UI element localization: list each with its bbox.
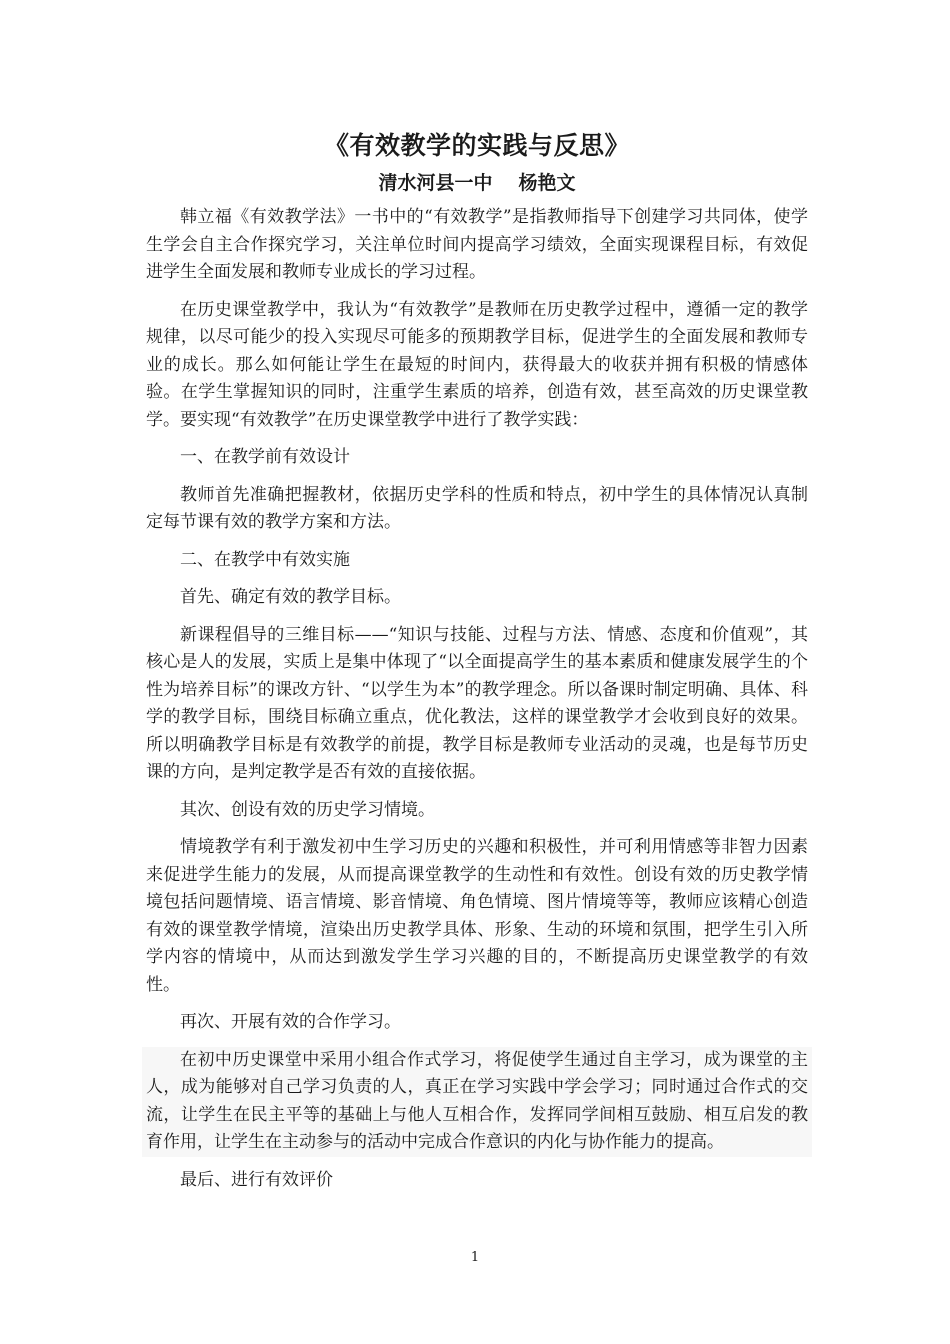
paragraph-cooperation: 在初中历史课堂中采用小组合作式学习，将促使学生通过自主学习，成为课堂的主人，成为能够对自己学习负责的人，真正在学习实践中学会学习；同时通过合作式的交流，让学生在民主平等的基础上与他人互相合作，发挥同学间相互鼓励、相互启发的教育作用，让学生在主动参与的活动中完成合作意识的内化与协作能力的提高。 bbox=[142, 1047, 812, 1157]
document-title: 《有效教学的实践与反思》 bbox=[323, 131, 630, 160]
section-heading-2: 二、在教学中有效实施 bbox=[180, 549, 350, 570]
paragraph-intro: 韩立福《有效教学法》一书中的“有效教学”是指教师指导下创建学习共同体，使学生学会自主合作探究学习，关注单位时间内提高学习绩效，全面实现课程目标，有效促进学生全面发展和教师专业成长的学习过程。 bbox=[146, 207, 808, 282]
author-name: 杨艳文 bbox=[518, 172, 576, 194]
author-line bbox=[146, 166, 808, 200]
subheading-situation: 其次、创设有效的历史学习情境。 bbox=[180, 799, 435, 820]
page-number: 1 bbox=[470, 1250, 480, 1265]
paragraph-goals: 新课程倡导的三维目标——“知识与技能、过程与方法、情感、态度和价值观”，其核心是人的发展，实质上是集中体现了“以全面提高学生的基本素质和健康发展学生的个性为培养目标”的课改方针、“以学生为本”的教学理念。所以备课时制定明确、具体、科学的教学目标，围绕目标确立重点，优化教法，这样的课堂教学才会收到良好的效果。所以明确教学目标是有效教学的前提，教学目标是教师专业活动的灵魂，也是每节历史课的方向，是判定教学是否有效的直接依据。 bbox=[146, 624, 808, 782]
subheading-goals: 首先、确定有效的教学目标。 bbox=[180, 587, 401, 607]
subheading-evaluation: 最后、进行有效评价 bbox=[180, 1169, 333, 1190]
paragraph-situation: 情境教学有利于激发初中生学习历史的兴趣和积极性，并可利用情感等非智力因素来促进学生能力的发展，从而提高课堂教学的生动性和有效性。创设有效的历史教学情境包括问题情境、语言情境、影音情境、角色情境、图片情境等等，教师应该精心创造有效的课堂教学情境，渲染出历史教学具体、形象、生动的环境和氛围，把学生引入所学内容的情境中，从而达到激发学生学习兴趣的目的，不断提高历史课堂教学的有效性。 bbox=[146, 837, 808, 995]
document-body bbox=[146, 128, 808, 1204]
subheading-cooperation: 再次、开展有效的合作学习。 bbox=[180, 1012, 401, 1032]
paragraph-design: 教师首先准确把握教材，依据历史学科的性质和特点，初中学生的具体情况认真制定每节课有效的教学方案和方法。 bbox=[146, 484, 808, 532]
paragraph-definition: 在历史课堂教学中，我认为“有效教学”是教师在历史教学过程中，遵循一定的教学规律，以尽可能少的投入实现尽可能多的预期教学目标，促进学生的全面发展和教师专业的成长。那么如何能让学生在最短的时间内，获得最大的收获并拥有积极的情感体验。在学生掌握知识的同时，注重学生素质的培养，创造有效，甚至高效的历史课堂教学。要实现“有效教学”在历史课堂教学中进行了教学实践： bbox=[146, 299, 808, 430]
section-heading-1: 一、在教学前有效设计 bbox=[180, 447, 350, 467]
author-school: 清水河县一中 bbox=[378, 172, 493, 194]
